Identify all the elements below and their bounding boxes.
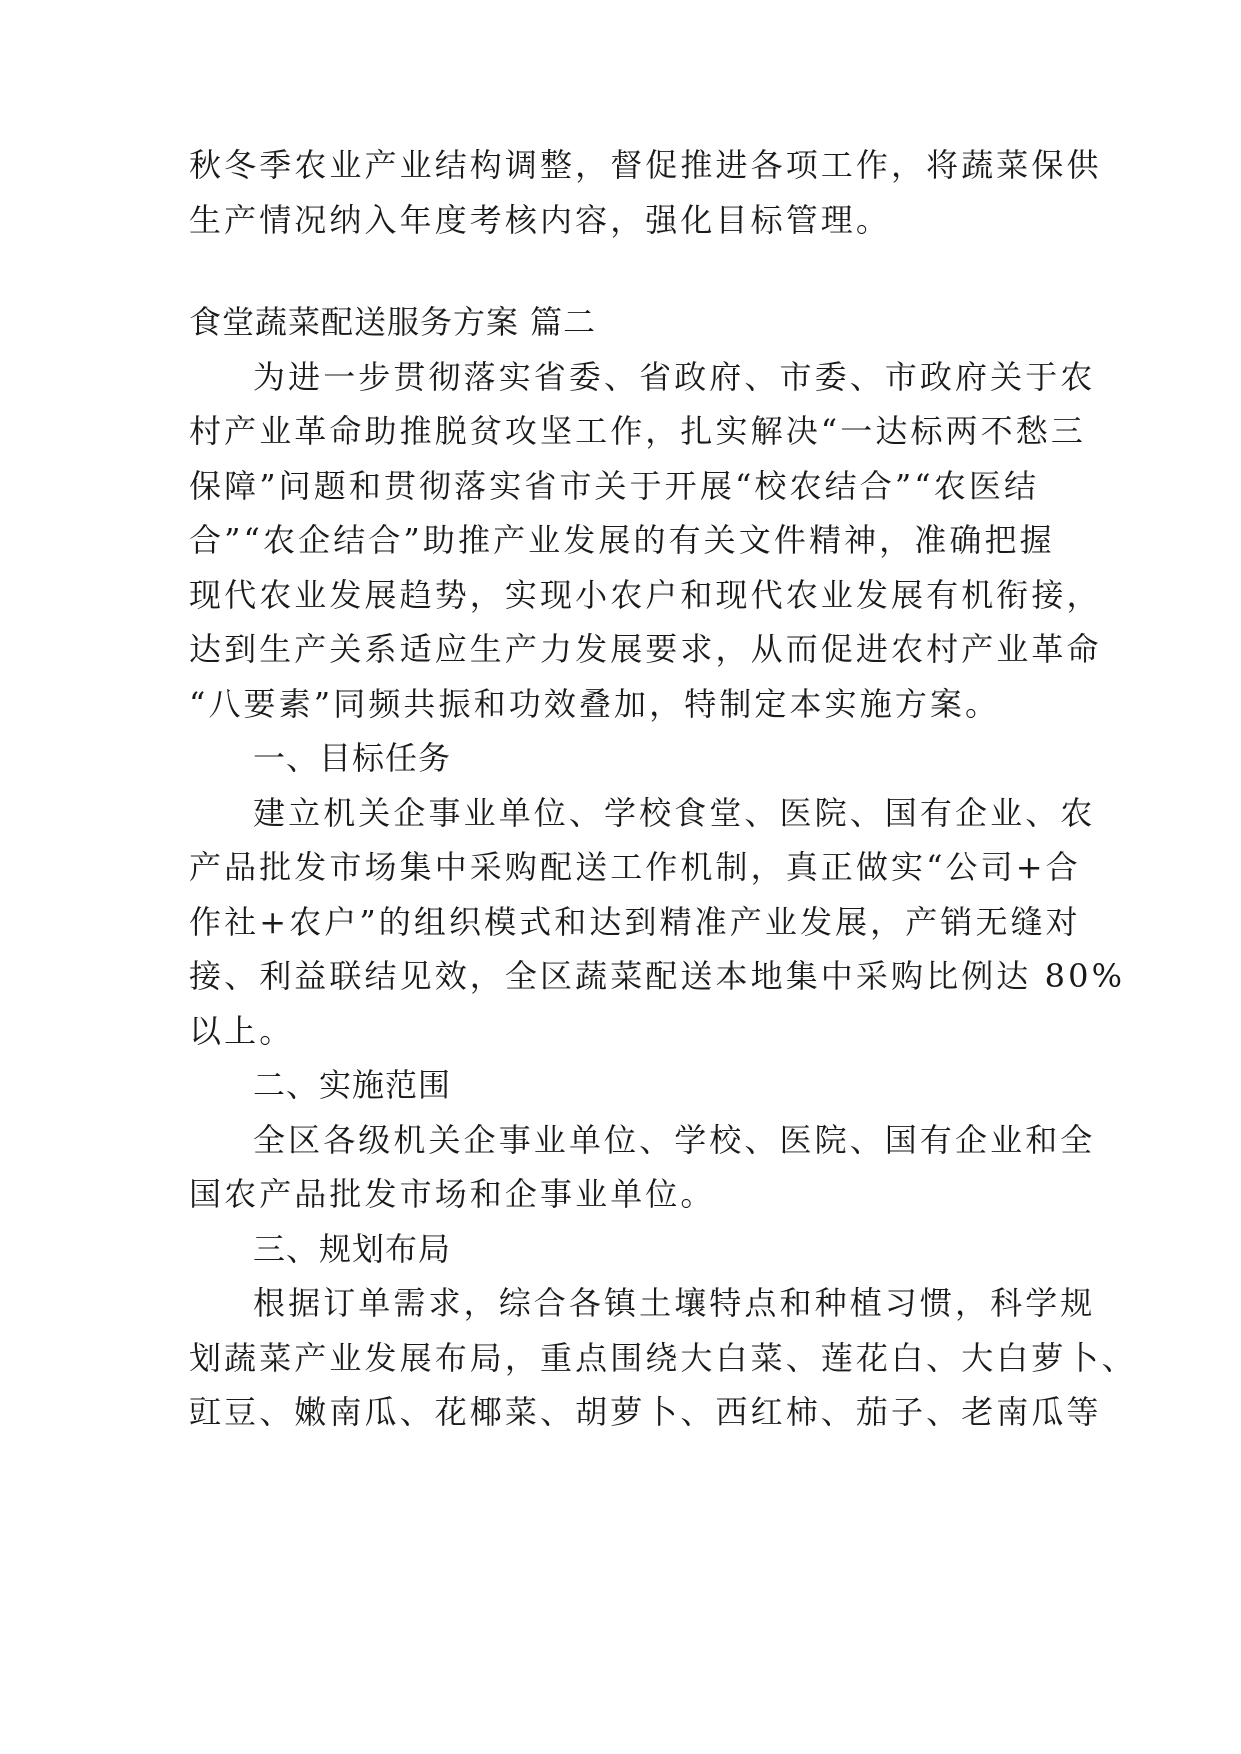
- paragraph-line: 现代农业发展趋势，实现小农户和现代农业发展有机衔接，: [189, 576, 1102, 614]
- paragraph-line: 生产情况纳入年度考核内容，强化目标管理。: [189, 201, 892, 239]
- paragraph-line: 产品批发市场集中采购配送工作机制，真正做实“公司+合: [189, 848, 1081, 886]
- section-heading: 二、实施范围: [253, 1066, 452, 1104]
- paragraph-line: 接、利益联结见效，全区蔬菜配送本地集中采购比例达 80%: [189, 957, 1126, 995]
- paragraph-line: 全区各级机关企事业单位、学校、医院、国有企业和全: [253, 1121, 1096, 1159]
- section-heading: 一、目标任务: [253, 739, 452, 777]
- paragraph-line: 保障”问题和贯彻落实省市关于开展“校农结合”“农医结: [189, 467, 1040, 505]
- paragraph-line: 建立机关企事业单位、学校食堂、医院、国有企业、农: [253, 794, 1096, 832]
- paragraph-line: 以上。: [189, 1012, 295, 1050]
- paragraph-line: 村产业革命助推脱贫攻坚工作，扎实解决“一达标两不愁三: [189, 412, 1086, 450]
- paragraph-line: 合”“农企结合”助推产业发展的有关文件精神，准确把握: [189, 521, 1055, 559]
- paragraph-line: 划蔬菜产业发展布局，重点围绕大白菜、莲花白、大白萝卜、: [189, 1339, 1137, 1377]
- paragraph-line: 达到生产关系适应生产力发展要求，从而促进农村产业革命: [189, 630, 1102, 668]
- paragraph-line: 国农产品批发市场和企事业单位。: [189, 1175, 716, 1213]
- paragraph-line: 豇豆、嫩南瓜、花椰菜、胡萝卜、西红柿、茄子、老南瓜等: [189, 1393, 1102, 1431]
- paragraph-line: “八要素”同频共振和功效叠加，特制定本实施方案。: [189, 685, 1001, 723]
- paragraph-line: 根据订单需求，综合各镇土壤特点和种植习惯，科学规: [253, 1284, 1096, 1322]
- section-heading: 三、规划布局: [253, 1230, 452, 1268]
- paragraph-line: 秋冬季农业产业结构调整，督促推进各项工作，将蔬菜保供: [189, 146, 1102, 184]
- paragraph-line: 为进一步贯彻落实省委、省政府、市委、市政府关于农: [253, 358, 1096, 396]
- section-title: 食堂蔬菜配送服务方案 篇二: [189, 303, 597, 341]
- paragraph-line: 作社+农户”的组织模式和达到精准产业发展，产销无缝对: [189, 903, 1081, 941]
